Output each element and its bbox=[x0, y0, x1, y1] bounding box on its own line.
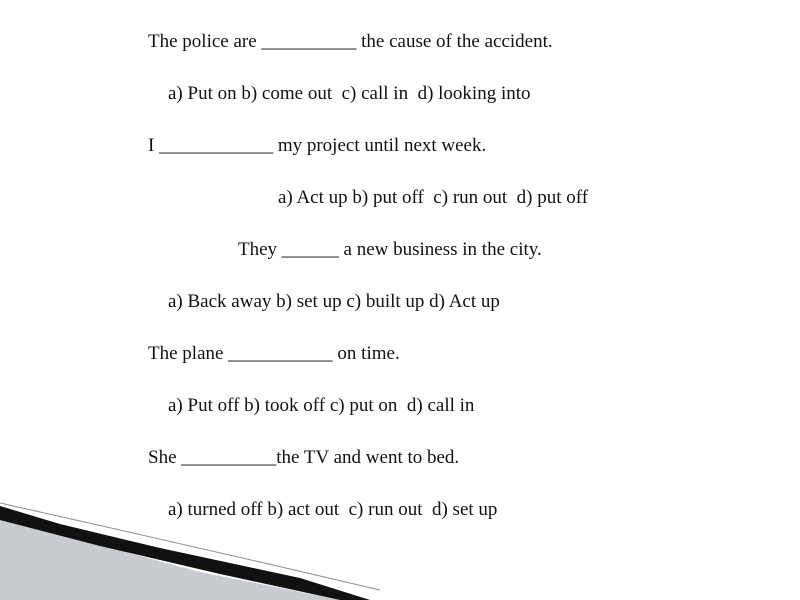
question-2-options: a) Act up b) put off c) run out d) put off bbox=[278, 187, 589, 208]
question-3-options: a) Back away b) set up c) built up d) Act up bbox=[168, 291, 500, 312]
question-4-options: a) Put off b) took off c) put on d) call in bbox=[168, 395, 475, 416]
question-2-sentence: I ____________ my project until next week. bbox=[148, 135, 487, 156]
question-1-sentence: The police are __________ the cause of the accident. bbox=[148, 31, 553, 52]
question-3-sentence: They ______ a new business in the city. bbox=[238, 239, 542, 260]
question-1-options: a) Put on b) come out c) call in d) looking into bbox=[168, 83, 531, 104]
question-4-sentence: The plane ___________ on time. bbox=[148, 343, 400, 364]
question-5-sentence: She __________the TV and went to bed. bbox=[148, 447, 460, 468]
question-5-options: a) turned off b) act out c) run out d) set up bbox=[168, 499, 498, 520]
